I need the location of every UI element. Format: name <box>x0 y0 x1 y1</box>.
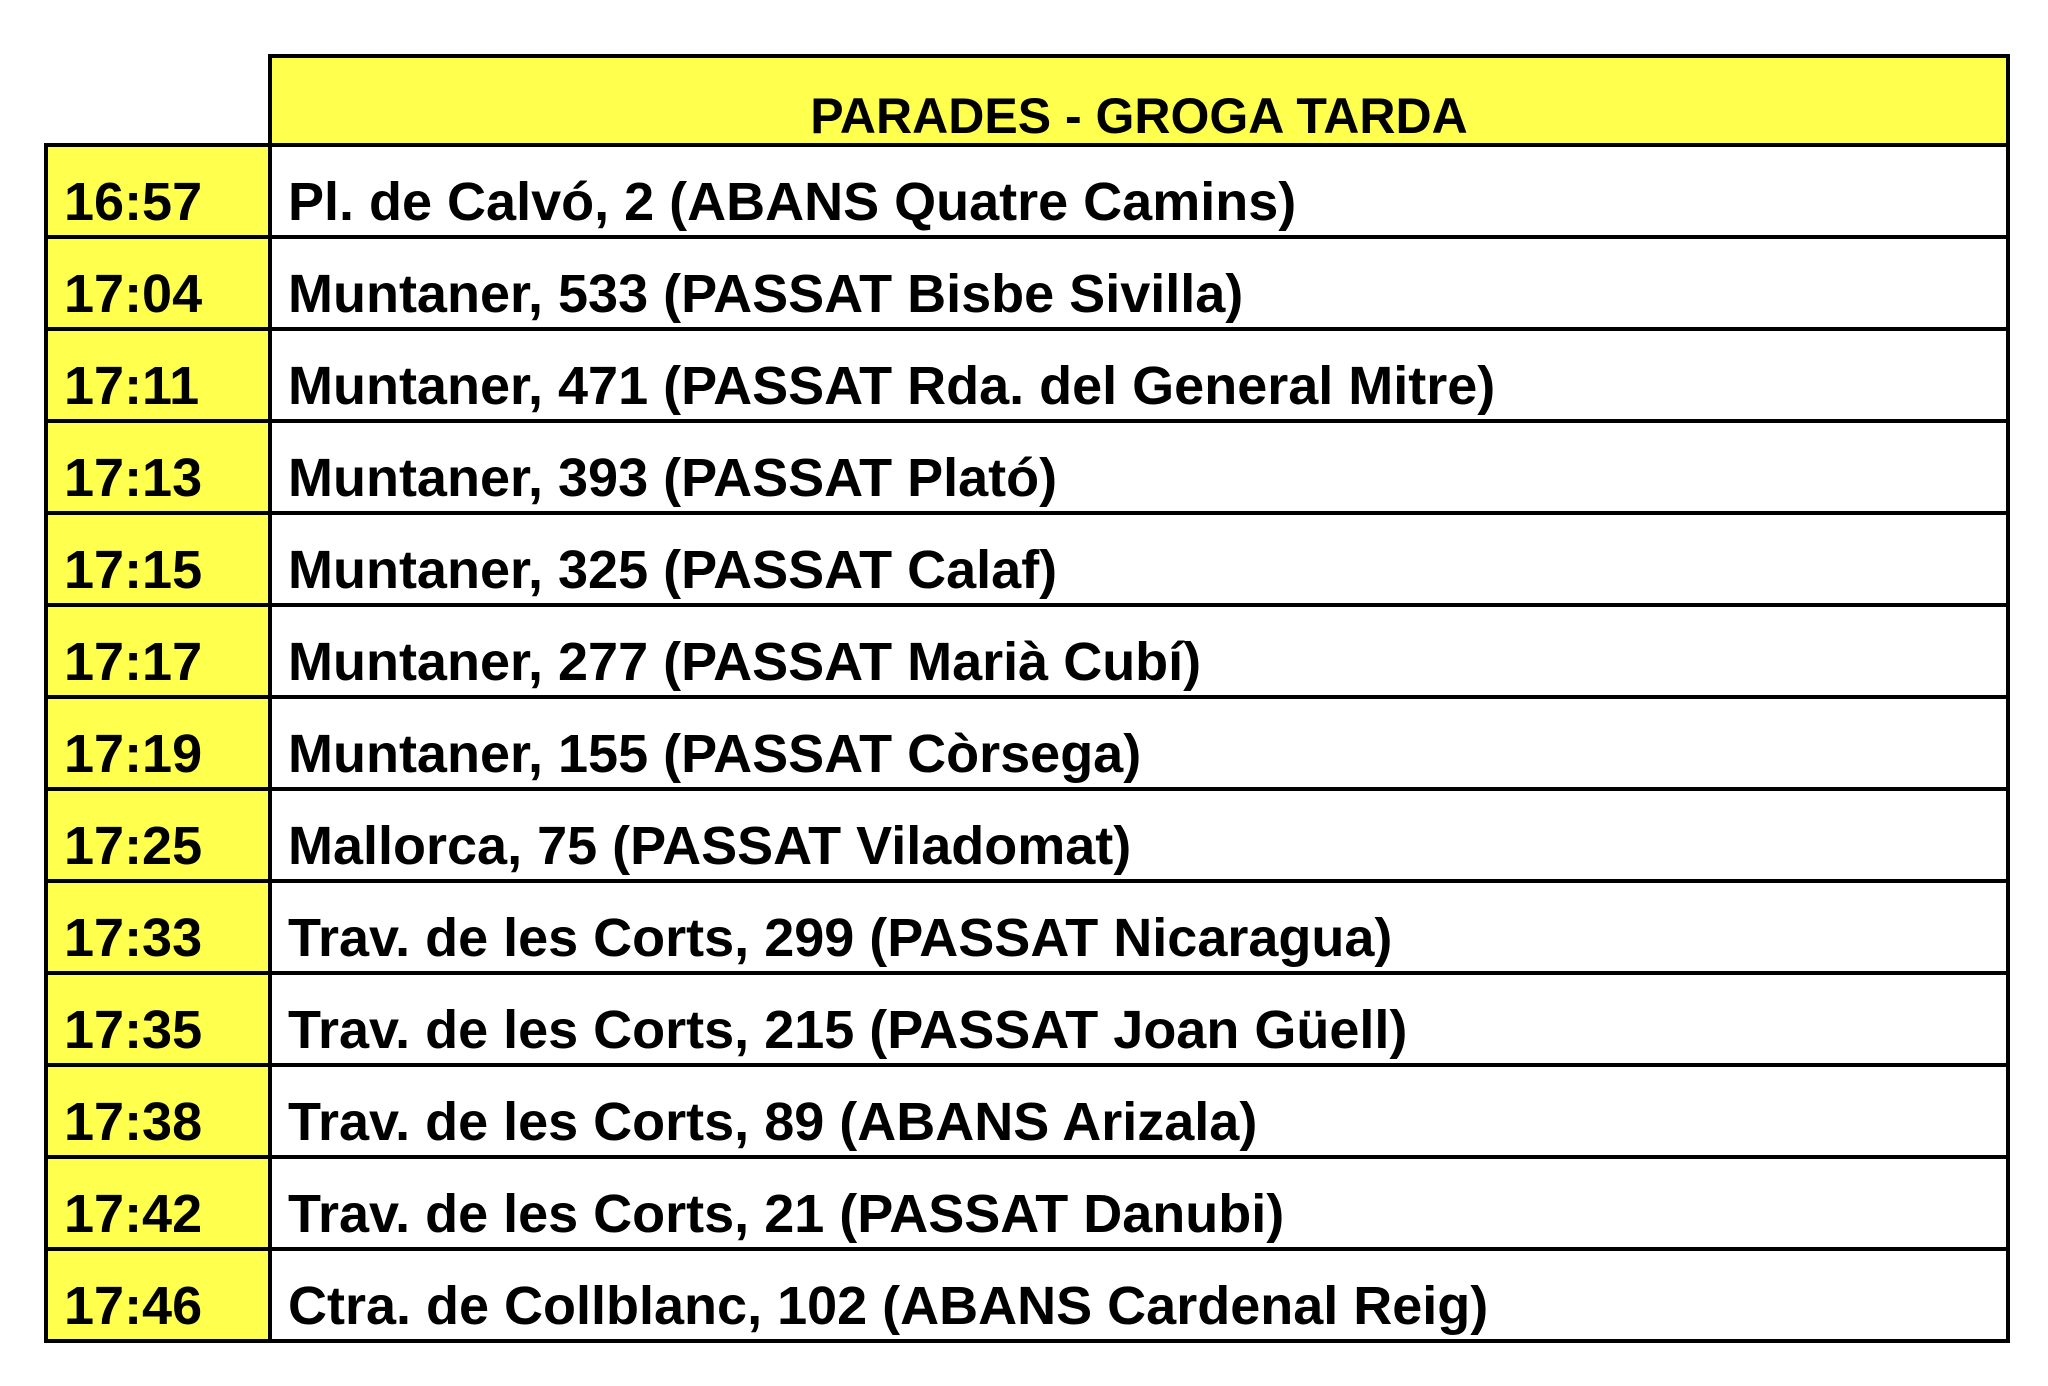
table-row <box>48 511 2006 603</box>
table-row <box>48 695 2006 787</box>
time-cell: 17:11 <box>48 331 272 419</box>
stop-cell: Pl. de Calvó, 2 (ABANS Quatre Camins) <box>272 147 2006 235</box>
time-cell: 17:19 <box>48 699 272 787</box>
time-cell: 17:04 <box>48 239 272 327</box>
stop-cell: Muntaner, 325 (PASSAT Calaf) <box>272 515 2006 603</box>
table-row <box>48 603 2006 695</box>
stops-table <box>44 143 2010 1343</box>
table-row <box>48 879 2006 971</box>
time-cell: 17:15 <box>48 515 272 603</box>
stop-cell: Mallorca, 75 (PASSAT Viladomat) <box>272 791 2006 879</box>
table-row <box>48 971 2006 1063</box>
table-row <box>48 419 2006 511</box>
time-cell: 16:57 <box>48 147 272 235</box>
time-cell: 17:35 <box>48 975 272 1063</box>
stop-cell: Muntaner, 533 (PASSAT Bisbe Sivilla) <box>272 239 2006 327</box>
time-cell: 17:25 <box>48 791 272 879</box>
stop-cell: Muntaner, 471 (PASSAT Rda. del General Mitre) <box>272 331 2006 419</box>
table-row <box>48 1063 2006 1155</box>
table-row <box>48 1247 2006 1339</box>
stop-cell: Trav. de les Corts, 89 (ABANS Arizala) <box>272 1067 2006 1155</box>
table-row <box>48 235 2006 327</box>
table-row <box>48 327 2006 419</box>
table-row <box>48 787 2006 879</box>
time-cell: 17:42 <box>48 1159 272 1247</box>
time-cell: 17:38 <box>48 1067 272 1155</box>
stop-cell: Trav. de les Corts, 21 (PASSAT Danubi) <box>272 1159 2006 1247</box>
table-title: PARADES - GROGA TARDA <box>810 88 1468 144</box>
time-cell: 17:33 <box>48 883 272 971</box>
stop-cell: Muntaner, 393 (PASSAT Plató) <box>272 423 2006 511</box>
table-title-cell <box>268 54 2010 146</box>
time-cell: 17:46 <box>48 1251 272 1339</box>
stop-cell: Muntaner, 155 (PASSAT Còrsega) <box>272 699 2006 787</box>
stop-cell: Ctra. de Collblanc, 102 (ABANS Cardenal Reig) <box>272 1251 2006 1339</box>
table-row <box>48 143 2006 235</box>
table-row <box>48 1155 2006 1247</box>
stop-cell: Muntaner, 277 (PASSAT Marià Cubí) <box>272 607 2006 695</box>
time-cell: 17:13 <box>48 423 272 511</box>
time-cell: 17:17 <box>48 607 272 695</box>
stop-cell: Trav. de les Corts, 299 (PASSAT Nicaragua) <box>272 883 2006 971</box>
stop-cell: Trav. de les Corts, 215 (PASSAT Joan Güell) <box>272 975 2006 1063</box>
